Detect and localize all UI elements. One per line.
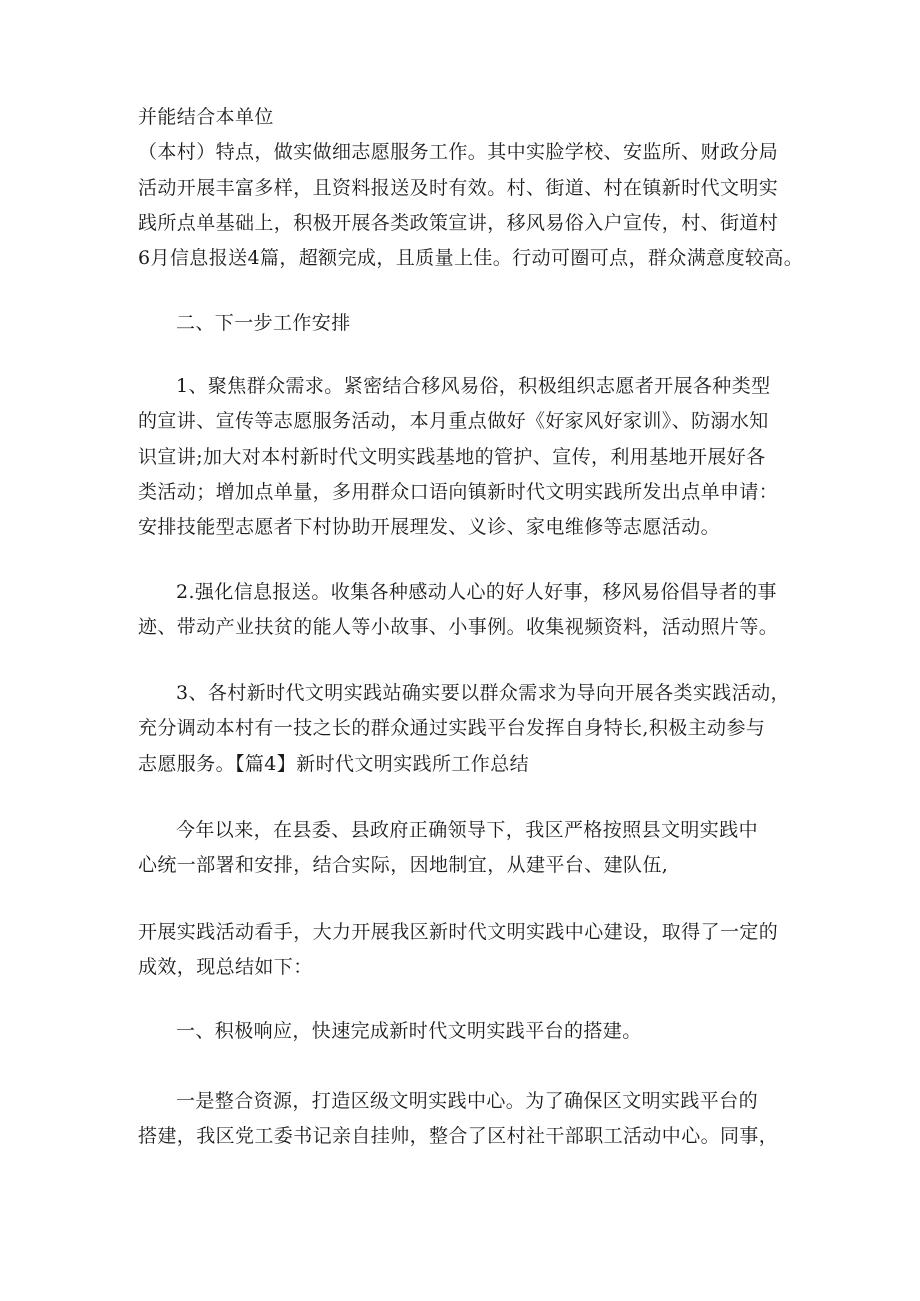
heading-section-1-block <box>138 1014 790 1049</box>
text-line: 充分调动本村有一技之长的群众通过实践平台发挥自身特长,积极主动参与 <box>138 717 766 740</box>
text-line: 6月信息报送4篇，超额完成，且质量上佳。行动可圈可点，群众满意度较高。 <box>138 247 804 270</box>
text-line: 今年以来，在县委、县政府正确领导下，我区严格按照县文明实践中 <box>176 819 759 841</box>
paragraph-integrate <box>138 1084 790 1155</box>
paragraph-unit-intro <box>138 100 804 276</box>
text-line: 安排技能型志愿者下村协助开展理发、义诊、家电维修等志愿活动。 <box>138 516 721 539</box>
list-item-1 <box>138 369 790 545</box>
text-line: 活动开展丰富多样，且资料报送及时有效。村、街道、村在镇新时代文明实 <box>138 176 779 199</box>
text-line: 的宣讲、宣传等志愿服务活动，本月重点做好《好家风好家训》、防溺水知 <box>138 410 769 433</box>
list-item-2 <box>138 575 790 646</box>
text-line: 搭建，我区党工委书记亲自挂帅，整合了区村社干部职工活动中心。同事， <box>138 1125 779 1148</box>
paragraph-this-year <box>138 813 790 884</box>
text-line: 3、各村新时代文明实践站确实要以群众需求为导向开展各类实践活动， <box>176 682 790 704</box>
text-line: 2.强化信息报送。收集各种感动人心的好人好事，移风易俗倡导者的事 <box>176 581 777 603</box>
text-line: 践所点单基础上，积极开展各类政策宣讲，移风易俗入户宣传，村、街道村 <box>138 211 779 234</box>
text-line: 1、聚焦群众需求。紧密结合移风易俗，积极组织志愿者开展各种类型 <box>176 375 771 397</box>
section-heading: 一、积极响应，快速完成新时代文明实践平台的搭建。 <box>176 1020 642 1042</box>
text-line: 心统一部署和安排，结合实际，因地制宜，从建平台、建队伍, <box>138 854 669 877</box>
list-item-3 <box>138 676 790 782</box>
text-line: 识宣讲;加大对本村新时代文明实践基地的管护、宣传，利用基地开展好各 <box>138 445 766 468</box>
text-line: 类活动；增加点单量，多用群众口语向镇新时代文明实践所发出点单申请： <box>138 480 779 503</box>
section-heading: 二、下一步工作安排 <box>176 312 351 334</box>
text-line: （本村）特点，做实做细志愿服务工作。其中实脸学校、安监所、财政分局 <box>138 141 779 164</box>
text-line: 一是整合资源，打造区级文明实践中心。为了确保区文明实践平台的 <box>176 1090 759 1112</box>
text-line: 志愿服务。【篇4】新时代文明实践所工作总结 <box>138 752 529 775</box>
text-line: 成效，现总结如下： <box>138 956 313 979</box>
text-line: 开展实践活动看手，大力开展我区新时代文明实践中心建设，取得了一定的 <box>138 921 779 943</box>
text-line: 并能结合本单位 <box>138 106 274 128</box>
paragraph-carry-out <box>138 915 790 986</box>
heading-next-steps-block <box>138 306 790 341</box>
text-line: 迹、带动产业扶贫的能人等小故事、小事例。收集视频资料，活动照片等。 <box>138 616 779 639</box>
